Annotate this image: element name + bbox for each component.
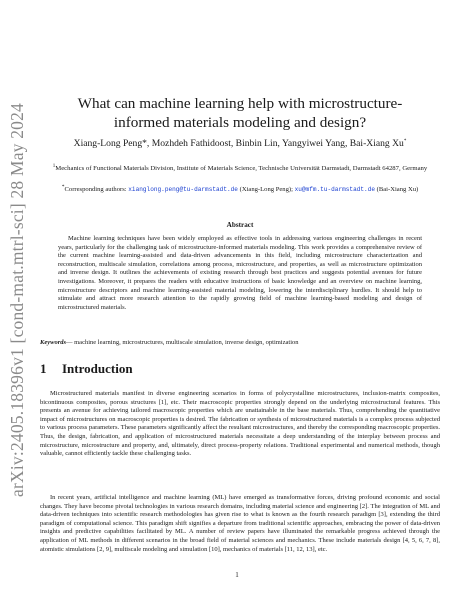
page-number: 1: [235, 571, 239, 579]
affiliation-number: 1: [52, 164, 56, 169]
arxiv-identifier: arXiv:2405.18396v1 [cond-mat.mtrl-sci] 28 May 2024: [6, 103, 27, 497]
corresponding-authors: [40, 183, 440, 194]
keywords-line: [40, 339, 440, 347]
arxiv-sidebar-stamp: [6, 50, 28, 550]
intro-paragraph-2: In recent years, artificial intelligence and machine learning (ML) have emerged as transformative forces, driving profound economic and social changes. They have become pivotal technologies in various research domains, including material science and engineering [2]. The integration of ML and data-driven techniques into scientific research methodologies has given rise to what is known as the fourth research paradigm [3], extending the third paradigm of computational science. This paradigm shift signifies a departure from traditional scientific approaches, embracing the power of data-driven insights and predictive capabilities facilitated by ML. A number of review papers have illuminated the remarkable progress achieved through the application of ML methods in different scenarios in the broad field of material sciences and mechanics. These include materials design [4, 5, 6, 7, 8], atomistic simulations [2, 9], multiscale modeling and simulation [10], mechanics of materials [11, 12, 13], etc.: [40, 494, 440, 553]
email-owner-peng: (Xiang-Long Peng);: [237, 186, 295, 194]
abstract-heading: Abstract: [226, 221, 254, 229]
section-number: 1: [40, 361, 47, 376]
abstract-body: Machine learning techniques have been widely employed as effective tools in addressing various engineering challenges in recent years, particularly for the challenging task of microstructure-informed materials modeling. This work provides a comprehensive review of the current machine learning-assisted and data-driven advancements in this field, including microstructure characterization and reconstruction, multiscale simulation, correlations among process, microstructure, and properties, as well as microstructure optimization and inverse design. It outlines the achievements of existing research through best practices and suggests potential avenues for future investigations. Moreover, it prepares the readers with educative instructions of basic knowledge and an overview on machine learning, microstructure descriptors and machine learning-assisted material modeling, lowering the interdisciplinary hurdles. It should help to stimulate and attract more research attention to the rapidly growing field of machine learning-based modeling and design of microstructured materials.: [58, 235, 422, 311]
section-title: Introduction: [62, 361, 133, 376]
author-list: [40, 136, 440, 150]
keywords-text: — machine learning, microstructures, multiscale simulation, inverse design, optimization: [66, 339, 299, 346]
email-link-xu[interactable]: xu@mfm.tu-darmstadt.de: [294, 186, 376, 194]
keywords-label: Keywords: [40, 339, 66, 346]
corresponding-label: Corresponding authors:: [64, 186, 129, 194]
email-owner-xu: (Bai-Xiang Xu): [375, 186, 419, 194]
affiliation-text: Mechanics of Functional Materials Division, Institute of Materials Science, Technische Universität Darmstadt, Darmstadt 64287, Germany: [55, 165, 428, 173]
intro-paragraph-1: Microstructured materials manifest in diverse engineering scenarios in forms of polycrystalline microstructures, inclusion-matrix composites, bicontinuous composites, porous structures [1], etc. Their macroscopic properties strongly depend on the underlying microstructural features. This presents an avenue for achieving tailored macroscopic properties which are unattainable in the base materials. Thus, comprehending the quantitative impact of microstructures on macroscopic properties is desired. The fabrication or synthesis of microstructured materials is a complex process subjected to various process parameters. These parameters significantly affect the resultant microstructures, and thereby the corresponding macroscopic properties. Thus, the design, fabrication, and application of microstructured materials necessitate a deep understanding of the interplay between process and microstructure, microstructure and property, and, ultimately, direct process-property relations. Traditional experimental and numerical methods, though valuable, cannot efficiently tackle these challenging tasks.: [40, 390, 440, 458]
paper-title: What can machine learning help with microstructure-informed materials modeling and design?: [77, 95, 403, 131]
affiliation: [48, 163, 432, 174]
authors-affiliation-mark: *: [403, 139, 407, 144]
email-link-peng[interactable]: xianglong.peng@tu-darmstadt.de: [128, 186, 238, 194]
author-names: Xiang-Long Peng*, Mozhdeh Fathidoost, Binbin Lin, Yangyiwei Yang, Bai-Xiang Xu: [73, 138, 404, 150]
corresponding-mark: *: [61, 184, 65, 190]
section-heading-introduction: [40, 361, 133, 377]
